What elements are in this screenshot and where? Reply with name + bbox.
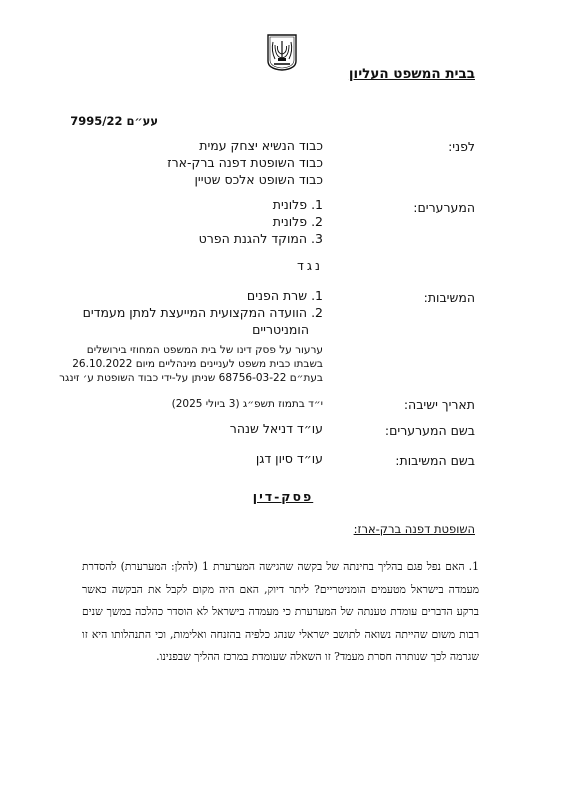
judge-line: כבוד השופט אלכס שטיין [194, 172, 323, 187]
before-label: לפני: [448, 139, 475, 154]
court-title: בבית המשפט העליון [348, 66, 475, 82]
verdict-title: פסק-דין [252, 489, 314, 504]
appellants-counsel-name: עו״ד דניאל שנהר [229, 421, 323, 436]
judge-line: כבוד השופטת דפנה ברק-ארז [167, 155, 323, 170]
respondents-counsel-name: עו״ד סיון דגן [255, 451, 323, 466]
appeal-line: בעת״ם 68756-03-22 שניתן על-ידי כבוד השופטת ע׳ זינגר [59, 372, 323, 384]
respondents-list [83, 287, 323, 338]
appellants-label: המערערים: [413, 200, 475, 215]
appeal-line: ערעור על פסק דינו של בית המשפט המחוזי בירושלים [86, 344, 323, 356]
judge-heading: השופטת דפנה ברק-ארז: [353, 522, 475, 536]
appellant-item: 2. פלונית [272, 214, 323, 229]
versus-text: נגד [297, 258, 323, 273]
hearing-date-label: תאריך ישיבה: [403, 397, 475, 412]
hearing-date-value: י״ד בתמוז תשפ״ג (3 ביולי 2025) [171, 398, 323, 410]
respondent-item: 2. הוועדה המקצועית המייעצת למתן מעמדים [82, 305, 323, 320]
respondent-item: הומניטריים [252, 322, 309, 337]
paragraph-1: 1. האם נפל פגם בהליך בחינתה של בקשה שהגישה המערערת 1 (להלן: המערערת) להסדרת מעמדה בישראל מטעמים הומניטריים? ליתר דיוק, האם היה מקום לקבל את הבקשה כאשר ברקע הדברים עומדת טענתה של המערערת כי מעמדה בישראל לא הוסדר כהלכה במשך שנים רבות משום שהייתה נשואה לתושב ישראלי שנהג כלפיה בהזנחה ואלימות, וכי התנהלותו היא זו שגרמה לכך שנותרה חסרת מעמד? זו השאלה שעומדת במרכז ההליך שבפנינו. [82, 560, 479, 663]
respondents-label: המשיבות: [423, 290, 475, 305]
appellants-counsel-label: בשם המערערים: [384, 423, 475, 438]
appeal-description [59, 343, 323, 385]
appeal-line: בשבתו כבית משפט לעניינים מינהליים מיום 26.10.2022 [72, 358, 323, 370]
judge-line: כבוד הנשיא יצחק עמית [199, 138, 323, 153]
appellants-list [199, 196, 323, 247]
respondent-item: 1. שרת הפנים [246, 288, 323, 303]
judges-list [167, 137, 323, 188]
case-number: עע״ם 7995/22 [70, 114, 158, 128]
state-emblem-icon [265, 33, 299, 71]
respondents-counsel-label: בשם המשיבות: [395, 453, 475, 468]
appellant-item: 3. המוקד להגנת הפרט [198, 231, 323, 246]
appellant-item: 1. פלונית [272, 197, 323, 212]
